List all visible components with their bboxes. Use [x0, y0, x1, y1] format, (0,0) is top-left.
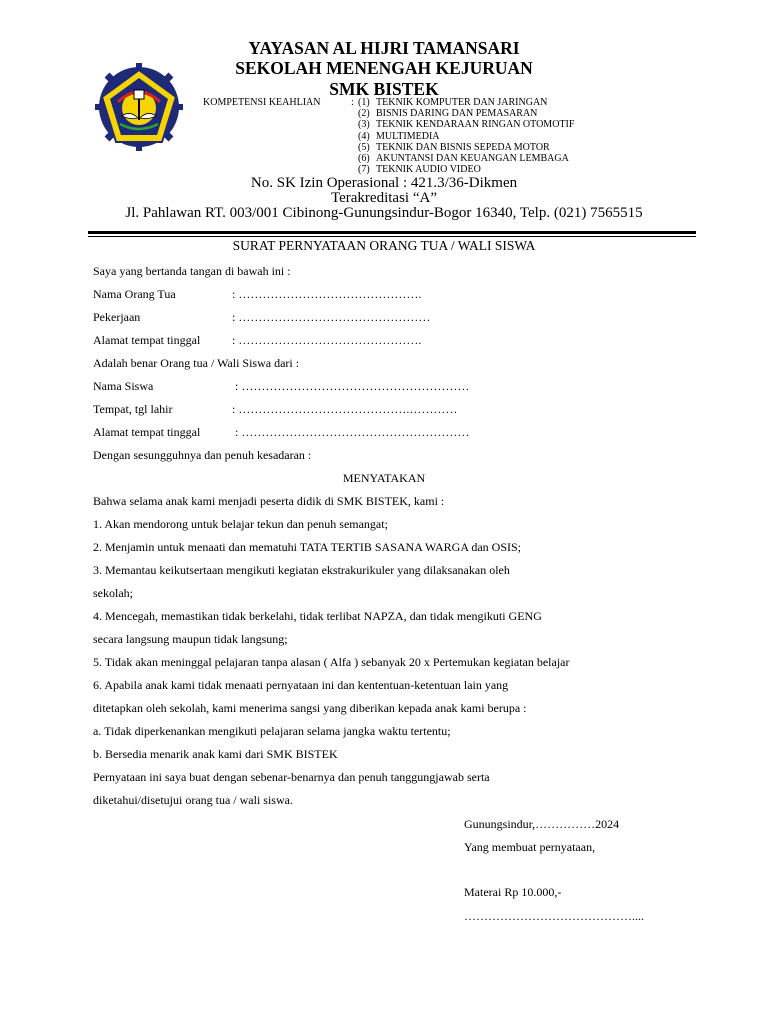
sk-number: No. SK Izin Operasional : 421.3/36-Dikmen: [250, 175, 518, 191]
field-value: : …………………………………….…………: [232, 402, 458, 416]
kompetensi-item: (6) AKUNTANSI DAN KEUANGAN LEMBAGA: [358, 153, 569, 165]
statement-line: 6. Apabila anak kami tidak menaati pernyataan ini dan kententuan-ketentuan lain yang: [93, 678, 509, 692]
field-value: : …………………………………………………: [235, 379, 470, 393]
signature-line: ……………………………………....: [464, 909, 644, 923]
statement-line: sekolah;: [93, 586, 133, 600]
statement-line: b. Bersedia menarik anak kami dari SMK BISTEK: [93, 747, 338, 761]
place-date: Gunungsindur,……………2024: [464, 817, 620, 831]
header-divider-thin: [88, 236, 696, 237]
field-value: : …………………………………………: [232, 310, 431, 324]
intro-text: Saya yang bertanda tangan di bawah ini :: [93, 264, 291, 278]
kompetensi-item: (2) BISNIS DARING DAN PEMASARAN: [358, 108, 538, 120]
statement-line: Pernyataan ini saya buat dengan sebenar-benarnya dan penuh tanggungjawab serta: [93, 770, 490, 784]
field-label: Tempat, tgl lahir: [93, 402, 173, 416]
kompetensi-item: (7) TEKNIK AUDIO VIDEO: [358, 164, 481, 176]
kompetensi-item: (4) MULTIMEDIA: [358, 130, 440, 142]
statement-line: 3. Memantau keikutsertaan mengikuti kegiatan ekstrakurikuler yang dilaksanakan oleh: [93, 563, 510, 577]
header-divider-thick: [88, 231, 696, 234]
student-intro: Adalah benar Orang tua / Wali Siswa dari :: [93, 356, 300, 370]
statement-line: secara langsung maupun tidak langsung;: [93, 632, 288, 646]
foundation-name: YAYASAN AL HIJRI TAMANSARI: [248, 38, 520, 58]
letter-title: SURAT PERNYATAAN ORANG TUA / WALI SISWA: [232, 238, 536, 253]
statement-line: ditetapkan oleh sekolah, kami menerima sangsi yang diberikan kepada anak kami berupa :: [93, 701, 527, 715]
statement-line: 5. Tidak akan meninggal pelajaran tanpa alasan ( Alfa ) sebanyak 20 x Pertemukan kegiatan belajar: [93, 655, 570, 669]
field-label: Nama Siswa: [93, 379, 154, 393]
kompetensi-item: (1) TEKNIK KOMPUTER DAN JARINGAN: [358, 97, 548, 108]
field-value: : ……………………………………….: [232, 287, 422, 301]
field-label: Alamat tempat tinggal: [93, 425, 201, 439]
field-label: Nama Orang Tua: [93, 287, 176, 301]
statement-line: diketahui/disetujui orang tua / wali siswa.: [93, 793, 293, 807]
statement-line: 1. Akan mendorong untuk belajar tekun dan penuh semangat;: [93, 517, 388, 531]
accreditation: Terakreditasi “A”: [331, 190, 437, 206]
statement-line: 4. Mencegah, memastikan tidak berkelahi, tidak terlibat NAPZA, dan tidak mengikuti GENG: [93, 609, 542, 623]
school-address: Jl. Pahlawan RT. 003/001 Cibinong-Gunungsindur-Bogor 16340, Telp. (021) 7565515: [125, 205, 643, 221]
kompetensi-list: [358, 97, 574, 175]
field-label: Alamat tempat tinggal: [93, 333, 201, 347]
stamp-duty: Materai Rp 10.000,-: [464, 885, 562, 899]
field-value: : ……………………………………….: [232, 333, 422, 347]
school-type: SEKOLAH MENENGAH KEJURUAN: [235, 58, 533, 78]
sincere-text: Dengan sesungguhnya dan penuh kesadaran :: [93, 448, 312, 462]
declare-heading: MENYATAKAN: [342, 471, 426, 485]
kompetensi-label: KOMPETENSI KEAHLIAN: [203, 97, 321, 108]
kompetensi-item: (3) TEKNIK KENDARAAN RINGAN OTOMOTIF: [358, 119, 575, 131]
kompetensi-colon: :: [351, 97, 354, 108]
field-value: : …………………………………………………: [235, 425, 470, 439]
kompetensi-item: (5) TEKNIK DAN BISNIS SEPEDA MOTOR: [358, 141, 550, 153]
statement-line: 2. Menjamin untuk menaati dan mematuhi TATA TERTIB SASANA WARGA dan OSIS;: [93, 540, 522, 554]
signer-label: Yang membuat pernyataan,: [464, 840, 596, 854]
statement-line: a. Tidak diperkenankan mengikuti pelajaran selama jangka waktu tertentu;: [93, 724, 451, 738]
statement-line: Bahwa selama anak kami menjadi peserta didik di SMK BISTEK, kami :: [93, 494, 445, 508]
school-name: SMK BISTEK: [329, 79, 439, 99]
field-label: Pekerjaan: [93, 310, 141, 324]
